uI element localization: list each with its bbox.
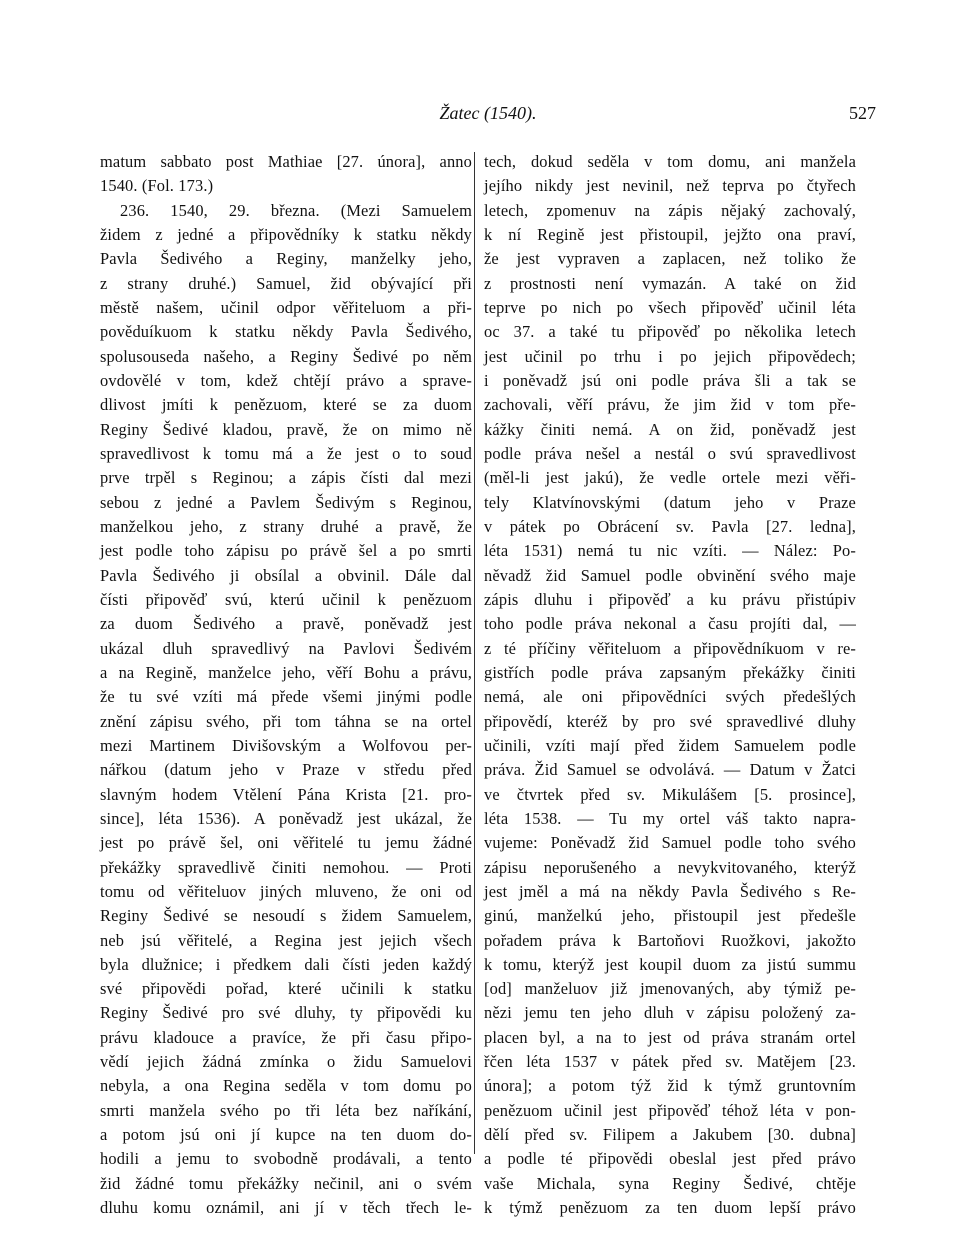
text-line: v pátek po Obrácení sv. Pavla [27. ledna],	[484, 516, 856, 536]
page-header	[100, 103, 876, 133]
text-line: since], léta 1536). A poněvadž jest ukázal, že	[100, 808, 472, 828]
text-line: práva. Žid Samuel se odvolává. — Datum v Žatci	[484, 760, 856, 780]
text-line: Pavla Šedivého ji obsílal a obvinil. Dále dal	[100, 565, 472, 585]
text-line: léta 1538. — Tu my ortel váš takto naprа-	[484, 808, 856, 828]
text-line: Reginy Šedivé pro své dluhy, ty připovědi ku	[100, 1003, 472, 1023]
text-line: nebyla, a ona Regina seděla v tom domu po	[100, 1076, 472, 1096]
text-line: jejího nikdy jest nevinil, než teprva po čtyřech	[484, 176, 856, 196]
text-line: kážky činiti nemá. A on žid, poněvadž jest	[484, 419, 856, 439]
right-column	[484, 150, 856, 1220]
text-line: placen byl, a na to jest od práva stranám ortel	[484, 1027, 856, 1047]
text-line: k tomu, kterýž jest koupil duom za jistú summu	[484, 954, 856, 974]
text-line: oc 37. a také tu připověď po několika letech	[484, 322, 856, 342]
text-line: jest učinil po trhu i po jejich připovědech;	[484, 346, 856, 366]
text-line: židem z jedné a připovědníky k statku někdy	[100, 224, 472, 244]
text-line: tely Klatvínovskými (datum jeho v Praze	[484, 492, 856, 512]
text-line: dlivost jmíti k penězuom, které se za duom	[100, 395, 472, 415]
text-line: zachovali, věří právu, že jim žid v tom pře-	[484, 395, 856, 415]
text-line: ginú, manželkú jeho, přistoupil jest předešle	[484, 906, 856, 926]
text-line: pořadem práva k Bartoňovi Ruožkovi, jakožto	[484, 930, 856, 950]
text-line: pověduíkuom k statku někdy Pavla Šedivého,	[100, 322, 472, 342]
text-line: zápis dluhu i připověď a ku právu přistúpiv	[484, 589, 856, 609]
text-line: sebou z jedné a Pavlem Šedivým s Reginou,	[100, 492, 472, 512]
text-line: žid žádné tomu překážky nečinil, ani o svém	[100, 1173, 472, 1193]
text-line: vědí jejich žádná zmínka o židu Samuelovi	[100, 1052, 472, 1072]
text-line: [od] manželuov již jmenovaných, aby týmiž pe-	[484, 979, 856, 999]
text-line: hodili a jemu to svobodně prodávali, a tento	[100, 1149, 472, 1169]
text-line: mezi Martinem Divišovským a Wolfovou per-	[100, 735, 472, 755]
text-line: Pavla Šedivého a Reginy, manželky jeho,	[100, 249, 472, 269]
text-line: tech, dokud seděla v tom domu, ani manžela	[484, 152, 856, 171]
text-line: matum sabbato post Mathiae [27. února], anno	[100, 152, 472, 171]
text-line: jest po právě šel, oni věřitelé tu jemu žádné	[100, 833, 472, 853]
text-line: a potom jsú oni jí kupce na ten duom do-	[100, 1125, 472, 1145]
text-line: zápisu neporušeného a nevykvitovaného, kterýž	[484, 857, 856, 877]
text-line: čísti připověď svú, kterú učinil k penězuom	[100, 589, 472, 609]
text-line: 1540. (Fol. 173.)	[100, 176, 214, 196]
text-line: a podle té připovědi obeslal jest před právo	[484, 1149, 856, 1169]
text-line: vujeme: Poněvadž žid Samuel podle toho svého	[484, 833, 856, 853]
text-line: i poněvadž jsú oni podle práva šli a tak se	[484, 370, 856, 390]
text-line: tomu od věřiteluov jiných mluveno, že oni od	[100, 881, 472, 901]
text-line: byla dlužnice; i předkem dali čísti jeden každý	[100, 954, 472, 974]
text-line: spravedlivost k tomu má a že jest o to soud	[100, 443, 472, 463]
text-line: vaše Michala, syna Reginy Šedivé, chtěje	[484, 1173, 856, 1193]
text-line: jest podle toho zápisu po právě šel a po smrti	[100, 541, 472, 561]
text-line: léta 1531) nemá tu nic vzíti. — Nález: Po-	[484, 541, 856, 561]
text-line: nářkou (datum jeho v Praze v středu před	[100, 760, 472, 780]
text-line: spolusouseda našeho, a Reginy Šedivé po něm	[100, 346, 472, 366]
text-line: gistřích podle práva zapsaným překážky činiti	[484, 662, 856, 682]
text-line: překážky spravedlivě činiti nemohou. — Proti	[100, 857, 472, 877]
text-line: slavným hodem Vtělení Pána Krista [21. pro-	[100, 784, 472, 804]
left-column	[100, 150, 472, 1220]
text-line: prve trpěl s Reginou; a zápis čísti dal mezi	[100, 468, 472, 488]
text-line: smrti manžela svého po tři léta bez naříkání,	[100, 1100, 472, 1120]
text-line: Reginy Šedivé se nesoudí s židem Samuelem,	[100, 906, 472, 926]
text-line: podle práva nešel a nestál o svú spravedlivost	[484, 443, 856, 463]
text-line: za duom Šedivého a pravě, poněvadž jest	[100, 614, 472, 634]
text-line: k ní Regině jest přistoupil, jejžto ona praví,	[484, 224, 856, 244]
text-line: Reginy Šedivé kladou, pravě, že on mimo ně	[100, 419, 472, 439]
text-line: (měl-li jest jakú), že vedle ortele mezi věři-	[484, 468, 856, 488]
text-line: jest jměl a má na někdy Pavla Šedivého s Re-	[484, 881, 856, 901]
text-line: a na Regině, manželce jeho, věří Bohu a právu,	[100, 662, 472, 682]
text-line: manželkou jeho, z strany druhé a pravě, že	[100, 516, 472, 536]
text-line: neb jsú věřitelé, a Regina jest jejich všech	[100, 930, 472, 950]
text-line: nemá, ale oni připovědníci svých předešlých	[484, 687, 856, 707]
text-line: nězi jemu ten jeho dluh v zápisu položený za-	[484, 1003, 856, 1023]
column-divider	[474, 152, 475, 1154]
text-line: 236. 1540, 29. března. (Mezi Samuelem	[120, 200, 472, 220]
text-line: února]; a potom týž žid k týmž gruntovním	[484, 1076, 856, 1096]
text-line: k týmž penězuom za ten duom lepší právo	[484, 1198, 856, 1218]
text-line: právu kladouce a pravíce, že při času připo-	[100, 1027, 472, 1047]
text-line: ve čtvrtek před sv. Mikulášem [5. prosince],	[484, 784, 856, 804]
text-line: dělí před sv. Filipem a Jakubem [30. dubna]	[484, 1125, 856, 1145]
text-line: něvadž žid Samuel podle obvinění svého maje	[484, 565, 856, 585]
text-line: letech, zpomenuv na zápis nějaký zachovalý,	[484, 200, 856, 220]
text-line: své připovědi pořad, které učinili k statku	[100, 979, 472, 999]
text-line: učinili, vzíti mají před židem Samuelem podle	[484, 735, 856, 755]
text-line: penězuom učinil jest připověď téhož léta v pon-	[484, 1100, 856, 1120]
text-line: z strany druhé.) Samuel, žid obývající při	[100, 273, 472, 293]
text-line: řčen léta 1537 v pátek před sv. Matějem [23.	[484, 1052, 856, 1072]
text-line: teprve po nich po všech připověď učinil léta	[484, 297, 856, 317]
text-line: připovědí, kteréž by pro své spravedlivé dluhy	[484, 711, 856, 731]
text-line: že tu své vzíti má přede všemi jinými podle	[100, 687, 472, 707]
text-line: že jest vypraven a zaplacen, než toliko že	[484, 249, 856, 269]
text-line: z prostnosti není vymazán. A také on žid	[484, 273, 856, 293]
running-title: Žatec (1540).	[439, 103, 537, 123]
text-line: toho podle práva nekonal a času projíti dal, —	[484, 614, 856, 634]
text-line: městě našem, učinil odpor věřiteluom a při-	[100, 297, 472, 317]
page-number: 527	[849, 103, 876, 123]
text-line: ukázal dluh spravedlivý na Pavlovi Šedivém	[100, 638, 472, 658]
text-line: z té příčiny věřiteluom a připovědníkuom v re-	[484, 638, 856, 658]
text-line: znění zápisu svého, při tom táhna se na ortel	[100, 711, 472, 731]
text-line: ovdovělé v tom, kdež chtějí právo a sprave-	[100, 370, 472, 390]
text-line: dluhu komu oznámil, ani jí v těch třech le-	[100, 1198, 472, 1218]
